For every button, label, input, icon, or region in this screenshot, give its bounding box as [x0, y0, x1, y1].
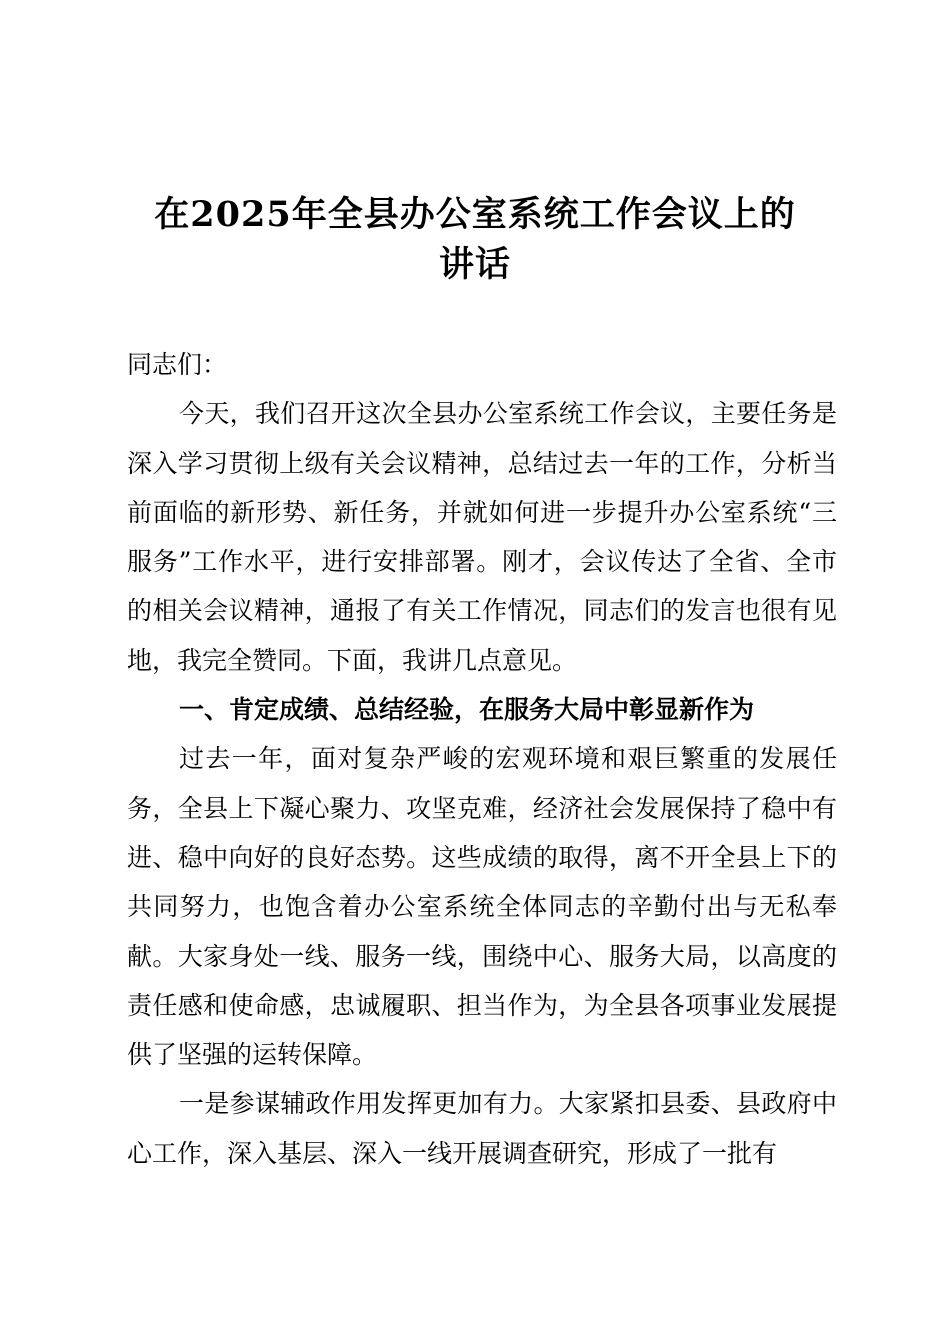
document-title [0, 190, 950, 290]
title-line-2: 讲话 [438, 244, 511, 285]
title-line-1: 在2025年全县办公室系统工作会议上的 [154, 194, 796, 235]
document-body [127, 340, 837, 1178]
section-heading-1: 一、肯定成绩、总结经验，在服务大局中彰显新作为 [179, 695, 755, 725]
paragraph-achievements: 过去一年，面对复杂严峻的宏观环境和艰巨繁重的发展任务，全县上下凝心聚力、攻坚克难，经济社会发展保持了稳中有进、稳中向好的良好态势。这些成绩的取得，离不开全县上下的共同努力，也饱含着办公室系统全体同志的辛勤付出与无私奉献。大家身处一线、服务一线，围绕中心、服务大局，以高度的责任感和使命感，忠诚履职、担当作为，为全县各项事业发展提供了坚强的运转保障。 [127, 744, 837, 1070]
salutation: 同志们： [127, 350, 228, 379]
paragraph-point-1: 一是参谋辅政作用发挥更加有力。大家紧扣县委、县政府中心工作，深入基层、深入一线开展调查研究，形成了一批有 [127, 1089, 837, 1168]
paragraph-intro: 今天，我们召开这次全县办公室系统工作会议，主要任务是深入学习贯彻上级有关会议精神，总结过去一年的工作，分析当前面临的新形势、新任务，并就如何进一步提升办公室系统“三服务”工作水平，进行安排部署。刚才，会议传达了全省、全市的相关会议精神，通报了有关工作情况，同志们的发言也很有见地，我完全赞同。下面，我讲几点意见。 [127, 399, 837, 675]
